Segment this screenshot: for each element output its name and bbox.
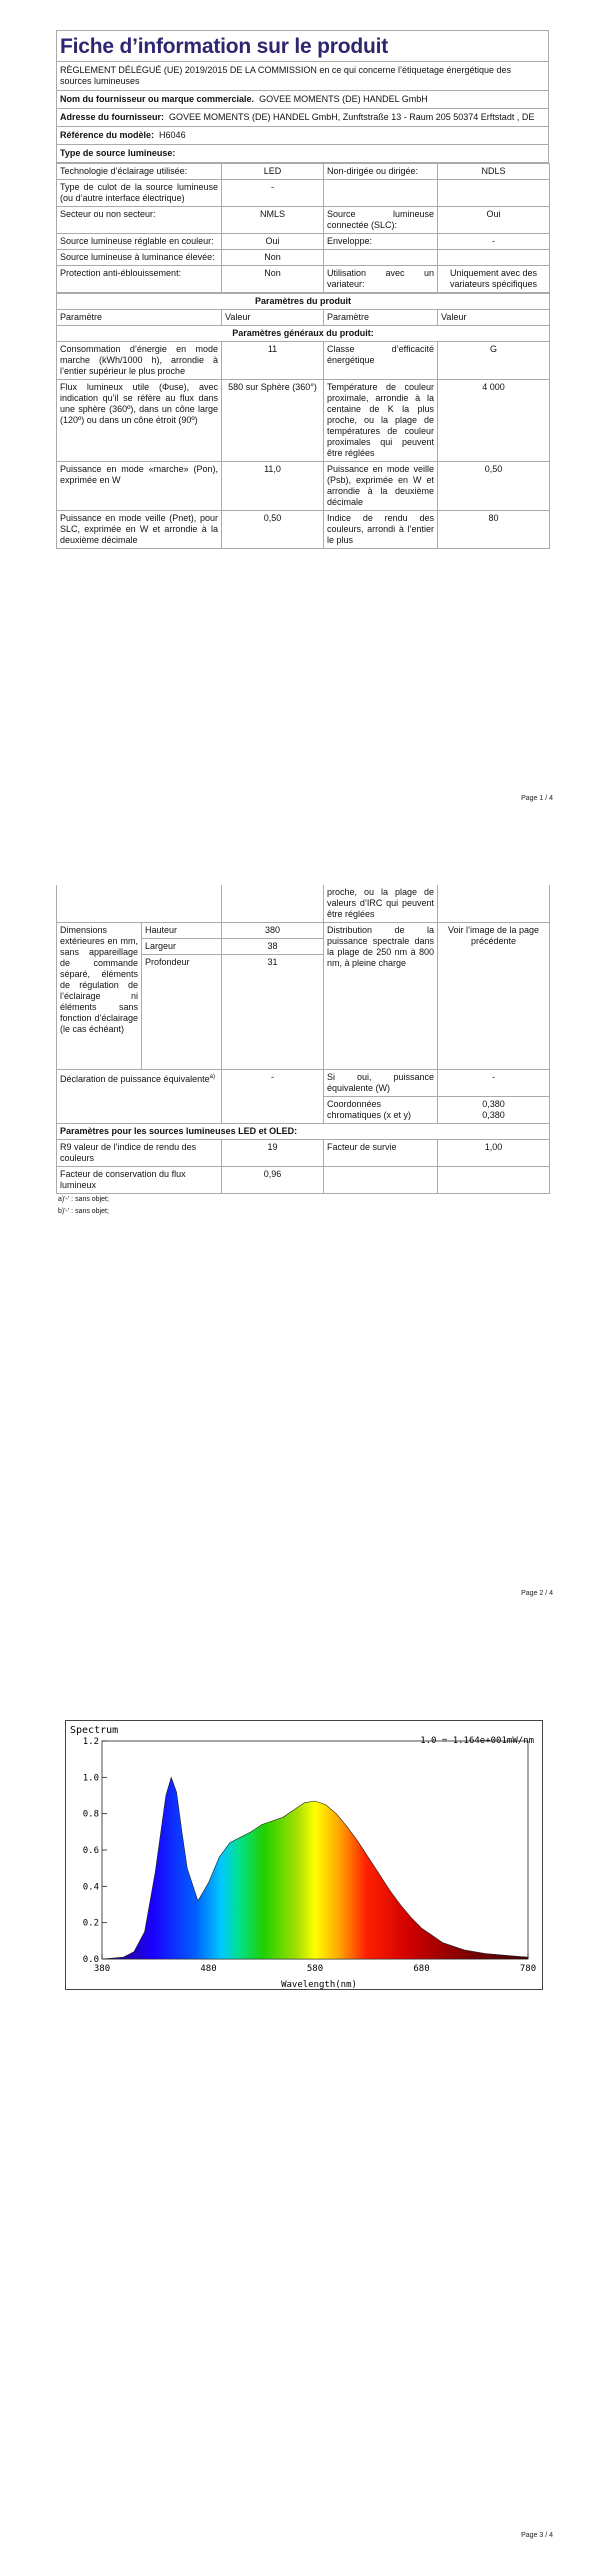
product-params-header: Paramètres du produit [57, 294, 550, 310]
y-tick-label: 1.0 [82, 1773, 99, 1784]
r9-value: 19 [222, 1140, 324, 1167]
col-param-2: Paramètre [324, 310, 438, 326]
page-title: Fiche d’information sur le produit [56, 30, 549, 61]
general-params-header: Paramètres généraux du produit: [57, 326, 550, 342]
x-axis-label: Wavelength(nm) [281, 1980, 357, 1990]
source-cell-c [324, 180, 438, 207]
page-3 [0, 1660, 603, 2560]
r9-label: R9 valeur de l’indice de rendu des couleurs [57, 1140, 222, 1167]
param-cell-b: 580 sur Sphère (360°) [222, 380, 324, 462]
dim-height-label: Hauteur [142, 923, 222, 939]
dim-depth-value: 31 [222, 955, 324, 1070]
footnotes [56, 1194, 549, 1218]
regulation-text: RÈGLEMENT DÉLÉGUÉ (UE) 2019/2015 DE LA COMMISSION en ce qui concerne l’étiquetage énergétique des sources lumineuses [56, 61, 549, 91]
source-cell-d: Oui [438, 207, 550, 234]
equiv-power-label: Si oui, puissance équivalente (W) [324, 1070, 438, 1097]
empty-cell-c [324, 1167, 438, 1194]
cont-empty-d [438, 885, 550, 923]
source-cell-b: Oui [222, 234, 324, 250]
supplier-address-label: Adresse du fournisseur: [60, 112, 165, 122]
y-tick-label: 0.0 [82, 1955, 99, 1965]
param-row [57, 462, 550, 511]
lumen-maint-value: 0,96 [222, 1167, 324, 1194]
y-tick-label: 0.2 [82, 1918, 99, 1929]
param-row [57, 342, 550, 380]
y-tick-label: 0.6 [82, 1846, 99, 1856]
supplier-name-label: Nom du fournisseur ou marque commerciale. [60, 94, 255, 104]
source-cell-a: Source lumineuse à luminance élevée: [57, 250, 222, 266]
param-row [57, 380, 550, 462]
led-params-header: Paramètres pour les sources lumineuses LED et OLED: [57, 1124, 550, 1140]
page-1 [0, 0, 603, 830]
source-type-header [56, 145, 549, 163]
source-cell-d [438, 250, 550, 266]
spectrum-series [102, 1777, 528, 1959]
param-row [57, 511, 550, 549]
equiv-label: Déclaration de puissance équivalente [60, 1074, 210, 1084]
source-cell-b: Non [222, 266, 324, 293]
param-cell-c: Indice de rendu des couleurs, arrondi à l’entier le plus [324, 511, 438, 549]
empty-cell-d [438, 1167, 550, 1194]
source-cell-a: Technologie d’éclairage utilisée: [57, 164, 222, 180]
chart-annotation: 1.0 = 1.164e+001mW/nm [420, 1736, 534, 1746]
source-cell-d: NDLS [438, 164, 550, 180]
spectral-value: Voir l’image de la page précédente [438, 923, 550, 1070]
source-cell-c: Enveloppe: [324, 234, 438, 250]
supplier-address-value: GOVEE MOMENTS (DE) HANDEL GmbH, Zunftstraße 13 - Raum 205 50374 Erftstadt , DE [169, 112, 535, 122]
footnote-a: a)'-' : sans objet; [58, 1196, 109, 1203]
x-tick-label: 480 [200, 1964, 217, 1974]
param-cell-a: Puissance en mode «marche» (Pon), exprimée en W [57, 462, 222, 511]
supplier-name-value: GOVEE MOMENTS (DE) HANDEL GmbH [259, 94, 428, 104]
source-type-row [57, 250, 550, 266]
source-cell-b: Non [222, 250, 324, 266]
dim-width-label: Largeur [142, 939, 222, 955]
source-cell-a: Source lumineuse réglable en couleur: [57, 234, 222, 250]
param-cell-c: Puissance en mode veille (Psb), exprimée en W et arrondie à la deuxième décimale [324, 462, 438, 511]
param-cell-b: 0,50 [222, 511, 324, 549]
source-cell-a: Type de culot de la source lumineuse (ou d’autre interface électrique) [57, 180, 222, 207]
source-type-header-label: Type de source lumineuse: [60, 148, 176, 158]
source-cell-a: Protection anti-éblouissement: [57, 266, 222, 293]
chroma-y: 0,380 [482, 1110, 505, 1120]
param-cell-a: Flux lumineux utile (Φuse), avec indication qu’il se réfère au flux dans une sphère (360º), dans un cône large (120º) ou dans un cône étroit (90º) [57, 380, 222, 462]
col-value-2: Valeur [438, 310, 550, 326]
source-cell-d: - [438, 234, 550, 250]
source-cell-c: Utilisation avec un variateur: [324, 266, 438, 293]
source-type-row [57, 164, 550, 180]
lumen-maint-label: Facteur de conservation du flux lumineux [57, 1167, 222, 1194]
page-number-2: Page 2 / 4 [521, 1590, 553, 1597]
col-value: Valeur [222, 310, 324, 326]
source-cell-b: NMLS [222, 207, 324, 234]
col-param: Paramètre [57, 310, 222, 326]
y-tick-label: 0.4 [82, 1882, 99, 1893]
param-cell-b: 11 [222, 342, 324, 380]
param-cell-d: G [438, 342, 550, 380]
source-type-table [56, 163, 550, 293]
param-cell-a: Consommation d’énergie en mode marche (kWh/1000 h), arrondie à l’entier supérieur le plus proche [57, 342, 222, 380]
param-cell-d: 80 [438, 511, 550, 549]
chroma-label: Coordonnées chromatiques (x et y) [324, 1097, 438, 1124]
equiv-footnote-mark: a) [209, 1074, 215, 1080]
x-tick-label: 580 [306, 1964, 324, 1974]
page-number-1: Page 1 / 4 [521, 795, 553, 802]
dims-label: Dimensions extérieures en mm, sans appareillage de commande séparé, éléments de régulation de l’éclairage ni éléments sans fonction d’éclairage (le cas échéant) [57, 923, 142, 1070]
param-cell-a: Puissance en mode veille (Pnet), pour SLC, exprimée en W et arrondie à la deuxième décimale [57, 511, 222, 549]
product-fiche-sheet-continued [56, 885, 549, 1218]
chroma-x: 0,380 [482, 1099, 505, 1109]
param-cell-b: 11,0 [222, 462, 324, 511]
source-cell-c: Source lumineuse connectée (SLC): [324, 207, 438, 234]
equiv-power-value: - [438, 1070, 550, 1097]
param-cell-d: 4 000 [438, 380, 550, 462]
spectrum-chart [65, 1720, 543, 1990]
source-cell-a: Secteur ou non secteur: [57, 207, 222, 234]
equiv-value: - [222, 1070, 324, 1124]
param-cell-c: Température de couleur proximale, arrondie à la centaine de K la plus proche, ou la plage de températures de couleur proximales qui peuvent être réglées [324, 380, 438, 462]
product-fiche-sheet [56, 30, 549, 549]
source-cell-c: Non-dirigée ou dirigée: [324, 164, 438, 180]
supplier-address-row [56, 109, 549, 127]
cri-continued-text: proche, ou la plage de valeurs d’IRC qui peuvent être réglées [324, 885, 438, 923]
source-type-row [57, 207, 550, 234]
equiv-label-cell [57, 1070, 222, 1124]
product-params-table [56, 293, 550, 549]
footnote-b: b)'-' : sans objet; [58, 1208, 109, 1215]
page-2 [0, 830, 603, 1660]
cont-empty-a [57, 885, 222, 923]
supplier-name-row [56, 91, 549, 109]
chart-title: Spectrum [70, 1725, 119, 1736]
x-tick-label: 380 [93, 1964, 111, 1974]
source-cell-b: LED [222, 164, 324, 180]
y-tick-label: 1.2 [82, 1737, 99, 1747]
source-cell-d: Uniquement avec des variateurs spécifiques [438, 266, 550, 293]
source-cell-c [324, 250, 438, 266]
dim-height-value: 380 [222, 923, 324, 939]
source-cell-b: - [222, 180, 324, 207]
dim-depth-label: Profondeur [142, 955, 222, 1070]
param-cell-c: Classe d’efficacité énergétique [324, 342, 438, 380]
chroma-values [438, 1097, 550, 1124]
spectrum-svg [66, 1721, 544, 1991]
dim-width-value: 38 [222, 939, 324, 955]
x-tick-label: 680 [413, 1964, 430, 1974]
source-type-row [57, 180, 550, 207]
spectral-label: Distribution de la puissance spectrale dans la plage de 250 nm à 800 nm, à pleine charge [324, 923, 438, 1070]
source-type-row [57, 266, 550, 293]
source-type-row [57, 234, 550, 250]
cont-empty-b [222, 885, 324, 923]
model-value: H6046 [159, 130, 186, 140]
survival-value: 1,00 [438, 1140, 550, 1167]
page-number-3: Page 3 / 4 [521, 2532, 553, 2539]
x-tick-label: 780 [519, 1964, 537, 1974]
continued-table [56, 885, 550, 1194]
model-row [56, 127, 549, 145]
survival-label: Facteur de survie [324, 1140, 438, 1167]
model-label: Référence du modèle: [60, 130, 155, 140]
param-cell-d: 0,50 [438, 462, 550, 511]
y-tick-label: 0.8 [82, 1809, 99, 1820]
source-cell-d [438, 180, 550, 207]
